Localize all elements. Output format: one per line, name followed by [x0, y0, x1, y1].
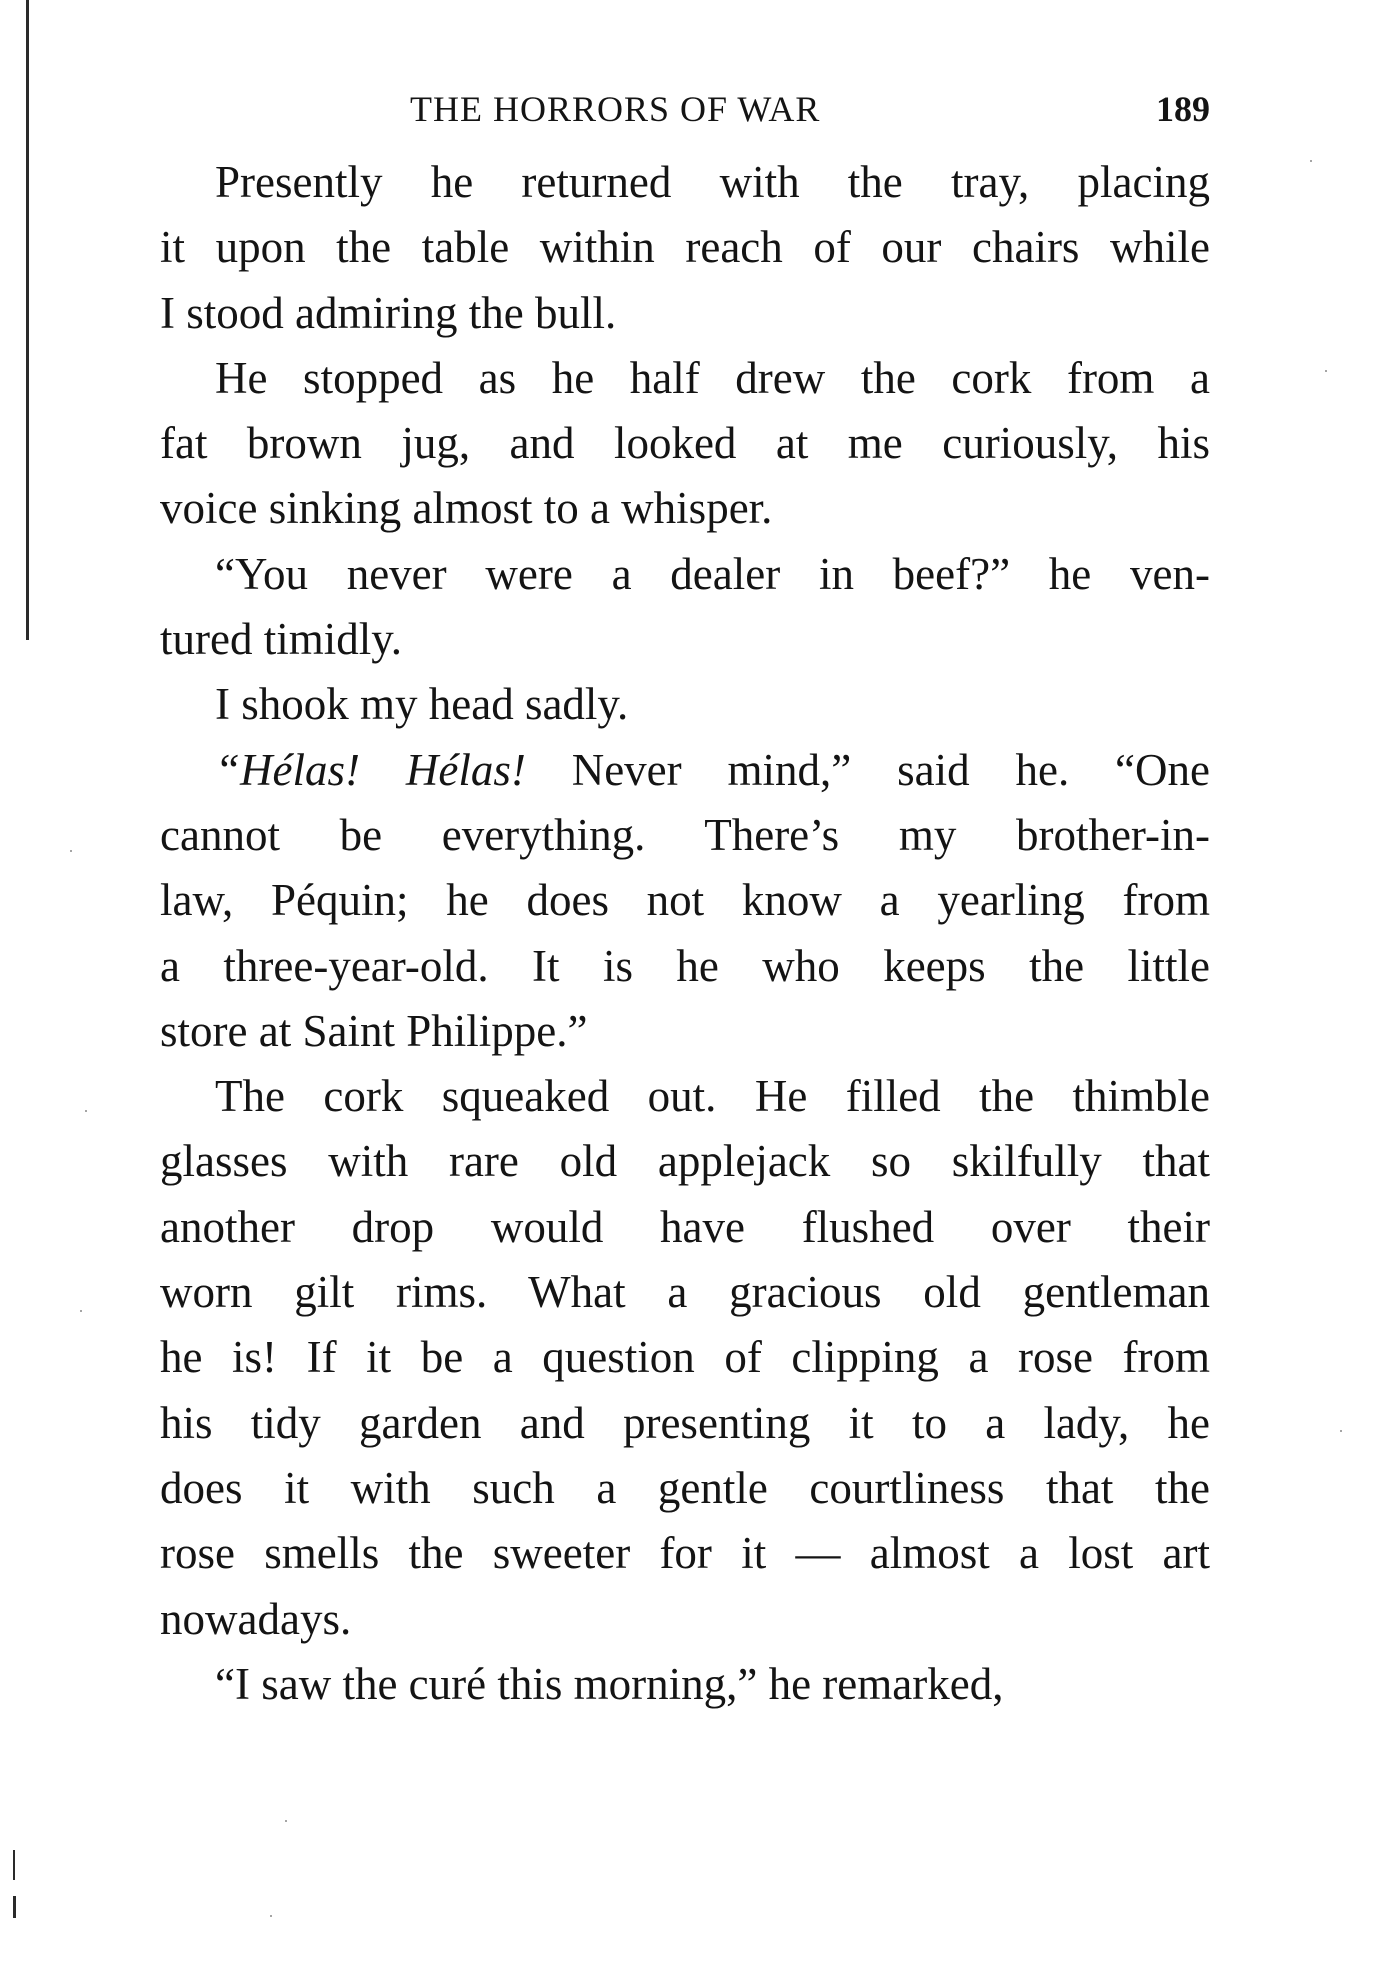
running-head — [160, 84, 1210, 134]
text-line: does it with such a gentle courtliness that the — [160, 1462, 1210, 1513]
running-head-title: THE HORRORS OF WAR — [410, 89, 821, 129]
text-line: glasses with rare old applejack so skilfully that — [160, 1136, 1210, 1187]
text-line: Presently he returned with the tray, placing — [215, 157, 1210, 207]
scan-speck — [70, 850, 72, 852]
text-line: store at Saint Philippe.” — [160, 1005, 588, 1056]
text-line: fat brown jug, and looked at me curiously, his — [160, 418, 1210, 469]
text-line: it upon the table within reach of our chairs while — [160, 222, 1210, 273]
italic-exclamation: “Hélas! Hélas! — [215, 744, 526, 795]
text-line: worn gilt rims. What a gracious old gentleman — [160, 1267, 1210, 1318]
text-line: rose smells the sweeter for it — almost a lost art — [160, 1528, 1210, 1579]
text-line: another drop would have flushed over their — [160, 1201, 1210, 1252]
text-line-rest: Never mind,” said he. “One — [525, 744, 1211, 795]
text-line: He stopped as he half drew the cork from a — [215, 352, 1210, 403]
scan-speck — [85, 1110, 87, 1112]
text-line: his tidy garden and presenting it to a lady, he — [160, 1397, 1210, 1448]
scan-edge-mark — [13, 1896, 16, 1918]
scan-speck — [80, 1310, 82, 1312]
text-line: nowadays. — [160, 1593, 352, 1644]
text-line: cannot be everything. There’s my brother-in- — [160, 809, 1210, 860]
text-line: “I saw the curé this morning,” he remarked, — [215, 1658, 1004, 1709]
text-line: voice sinking almost to a whisper. — [160, 483, 773, 534]
scan-edge-mark — [13, 1850, 15, 1880]
text-line: The cork squeaked out. He filled the thimble — [215, 1071, 1210, 1122]
text-line: tured timidly. — [160, 614, 403, 665]
scan-edge-line — [26, 0, 29, 640]
text-line: I stood admiring the bull. — [160, 287, 617, 338]
scan-speck — [1310, 160, 1312, 162]
page-number: 189 — [1156, 89, 1210, 129]
body-text — [160, 150, 1210, 1717]
scan-speck — [270, 1915, 272, 1917]
text-line: law, Péquin; he does not know a yearling from — [160, 875, 1210, 926]
scan-speck — [1340, 1430, 1342, 1432]
text-line: I shook my head sadly. — [215, 679, 629, 730]
text-line: he is! If it be a question of clipping a rose from — [160, 1332, 1210, 1383]
scan-speck — [1325, 370, 1327, 372]
scan-speck — [285, 1820, 287, 1822]
text-line: a three-year-old. It is he who keeps the little — [160, 940, 1210, 991]
text-line: “You never were a dealer in beef?” he ven- — [215, 548, 1210, 599]
text-line — [160, 738, 1210, 803]
